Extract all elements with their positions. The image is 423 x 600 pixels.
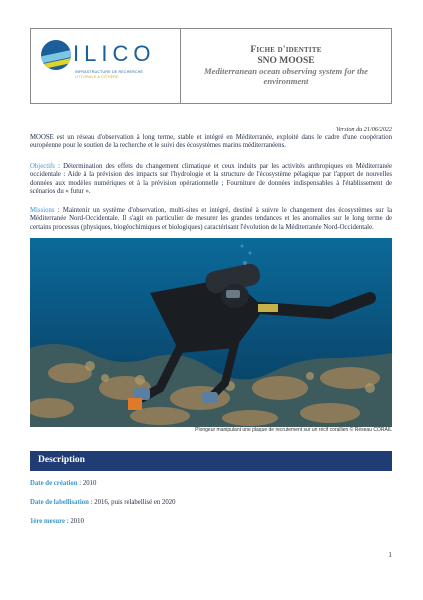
intro-paragraph: MOOSE est un réseau d'observation à long terme, stable et intégré en Méditerranée, exploité dans le cadre d'une coopération européenne pour le soutien de la recherche et le suivi des écosystèmes marins méditerranéens. bbox=[30, 134, 392, 150]
fiche-title: Fiche d'identite bbox=[250, 45, 322, 56]
diver-photo bbox=[30, 238, 392, 427]
field-value: : 2010 bbox=[77, 480, 97, 487]
field-label: 1ère mesure bbox=[30, 518, 66, 525]
field-label: Date de création bbox=[30, 480, 78, 487]
objectifs-label: Objectifs bbox=[30, 163, 55, 170]
title-cell bbox=[181, 29, 391, 103]
field-value: : 2016, puis relabellisé en 2020 bbox=[88, 499, 176, 506]
fiche-subtitle: SNO MOOSE bbox=[257, 56, 315, 67]
field-value: : 2010 bbox=[65, 518, 84, 525]
missions-label: Missions bbox=[30, 207, 55, 214]
diver-photo-illustration bbox=[30, 238, 392, 427]
logo-tagline-2: LITTORALE & CÔTIÈRE bbox=[75, 75, 119, 79]
description-header-bar bbox=[30, 451, 392, 471]
fiche-description: Mediterranean ocean observing system for the environment bbox=[204, 66, 368, 86]
field-date-labellisation bbox=[30, 499, 176, 506]
objectifs-text: : Détermination des effets du changement climatique et ceux induits par les activités anthropiques en Méditerranée occidentale : Aide à la prévision des impacts sur l'hydrologie et la structure de l'écosystème pélagique par l'apport de nouvelles données aux modèles numériques et à la prévision opérationnelle ; Fourniture de données indispensables à l'établissement de scénarios du « futur ». bbox=[30, 163, 392, 196]
page-number: 1 bbox=[388, 550, 392, 559]
ilico-logo-icon bbox=[41, 40, 71, 70]
logo-cell bbox=[31, 29, 181, 103]
version-date: Version du 21/06/2022 bbox=[335, 126, 392, 133]
missions-text: : Maintenir un système d'observation, multi-sites et intégré, destiné à suivre le changement des écosystèmes sur la Méditerranée Nord-Occidentale. Il s'agit en particulier de mesurer les grandes tendances et les anomalies sur le long terme de certains processus (physiques, biogéochimiques et biologiques) caractérisant l'évolution de la Méditerranée Nord-Occidentale. bbox=[30, 207, 392, 231]
missions-paragraph bbox=[30, 207, 392, 232]
logo-tagline-1: INFRASTRUCTURE DE RECHERCHE bbox=[75, 70, 144, 74]
field-premiere-mesure bbox=[30, 518, 84, 525]
photo-caption: Plongeur manipulant une plaque de recrutement sur un récif corallien © Réseau CORAIL bbox=[195, 427, 392, 433]
logo-text: ILICO bbox=[73, 41, 156, 66]
header-box bbox=[30, 28, 392, 104]
field-label: Date de labellisation bbox=[30, 499, 89, 506]
description-heading: Description bbox=[38, 455, 85, 465]
field-date-creation bbox=[30, 480, 96, 487]
objectifs-paragraph bbox=[30, 163, 392, 197]
